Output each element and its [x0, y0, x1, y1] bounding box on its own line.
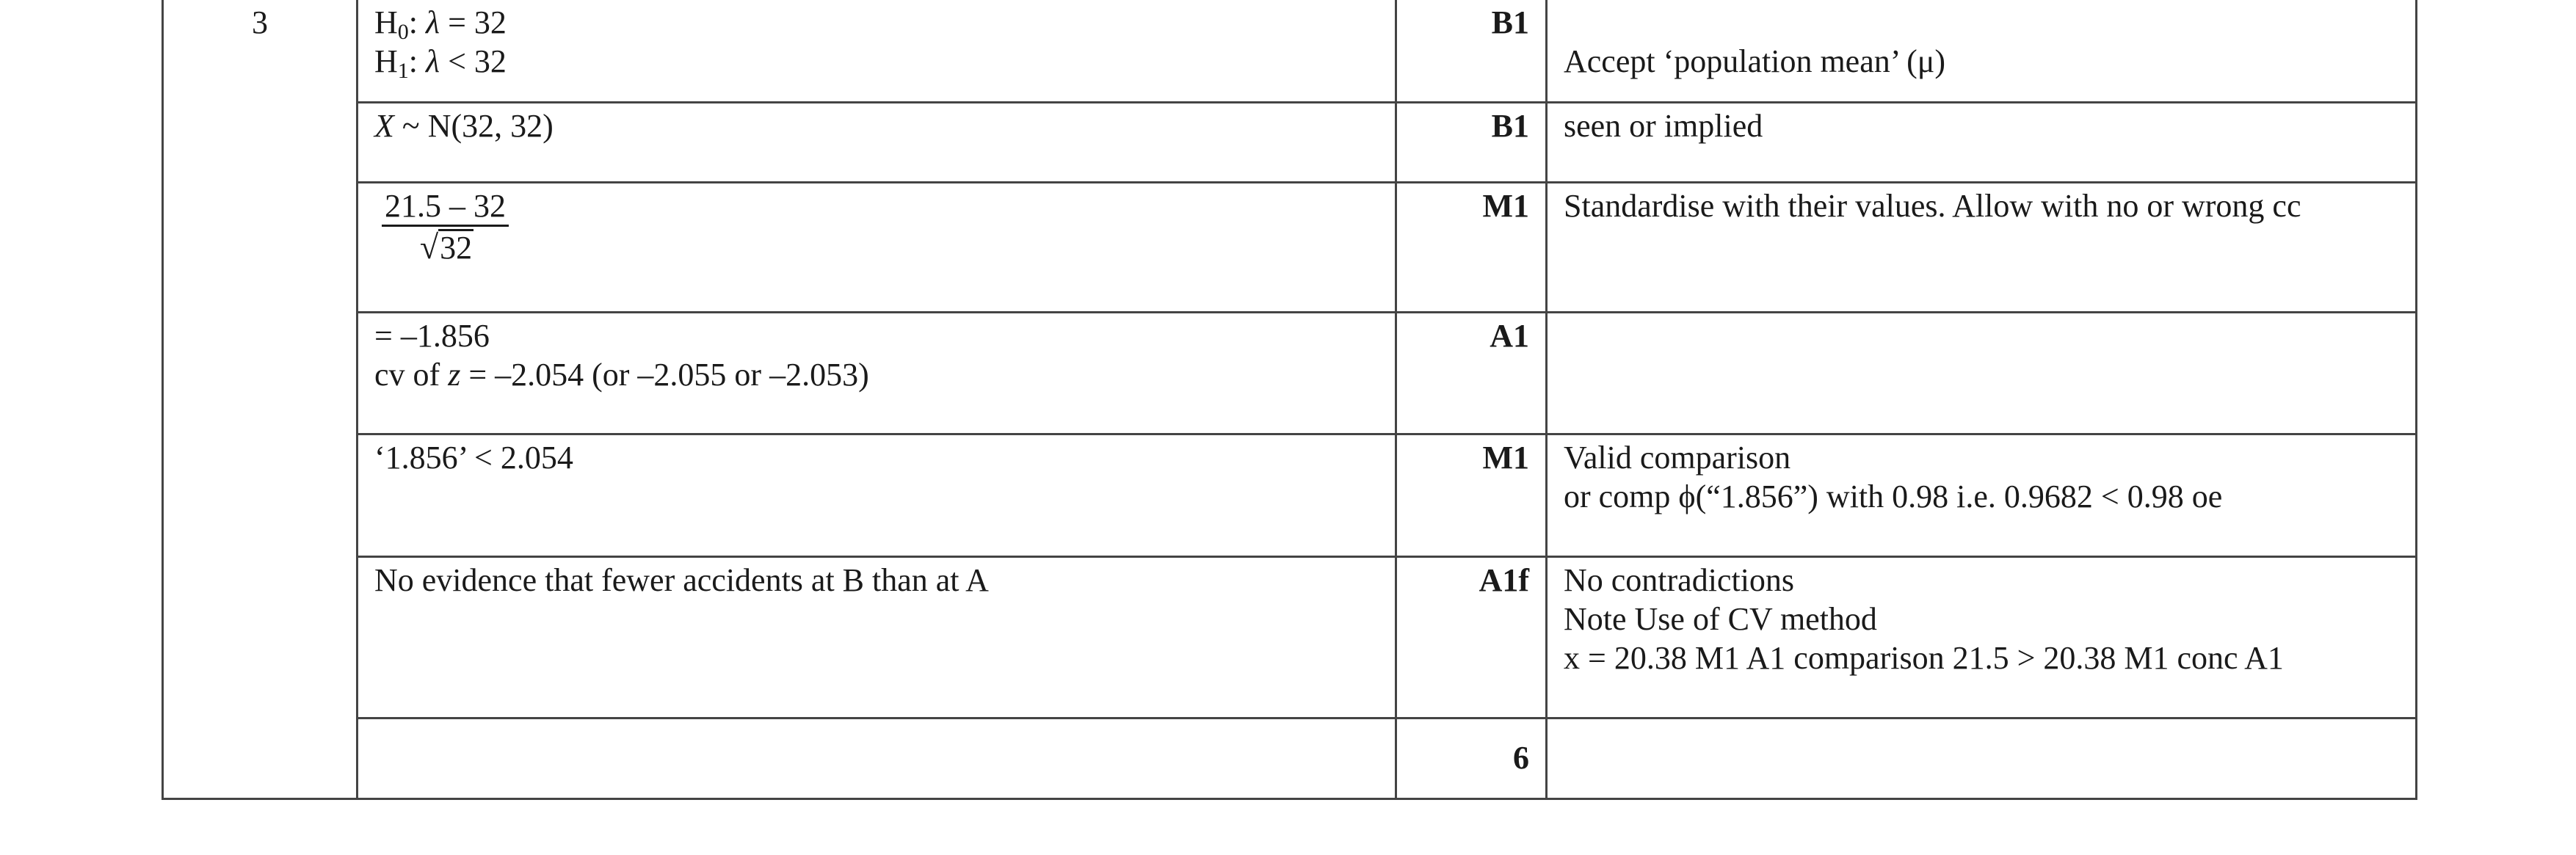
guidance-text: Standardise with their values. Allow with no or wrong cc [1564, 188, 2301, 225]
mark-label: B1 [1491, 107, 1529, 144]
table-row [163, 183, 2417, 313]
standardise-fraction [382, 188, 509, 267]
distribution-statement: X ~ N(32, 32) [374, 107, 554, 144]
z-value: = –1.856 [374, 318, 490, 354]
guidance-cell [1547, 183, 2417, 313]
table-row [163, 434, 2417, 556]
guidance-cell [1547, 102, 2417, 182]
radicand: 32 [440, 230, 473, 266]
question-number-cell [163, 0, 358, 799]
mark-label: A1 [1490, 318, 1529, 354]
guidance-text: No contradictions [1564, 561, 1795, 598]
total-marks: 6 [1513, 739, 1529, 776]
guidance-cell [1547, 313, 2417, 434]
mark-label: M1 [1482, 440, 1529, 476]
mark-label: A1f [1479, 561, 1529, 598]
answer-cell [358, 102, 1396, 182]
total-mark-cell [1396, 718, 1547, 799]
answer-cell [358, 183, 1396, 313]
fraction-numerator: 21.5 – 32 [382, 188, 509, 227]
guidance-text: Accept ‘population mean’ (μ) [1564, 43, 1946, 79]
guidance-cell [1547, 0, 2417, 102]
guidance-text: x = 20.38 M1 A1 comparison 21.5 > 20.38 M1 conc A1 [1564, 639, 2284, 676]
mark-scheme-table [162, 0, 2417, 800]
guidance-cell [1547, 718, 2417, 799]
table-row [163, 718, 2417, 799]
guidance-cell [1547, 434, 2417, 556]
answer-cell [358, 313, 1396, 434]
answer-cell [358, 718, 1396, 799]
guidance-text: or comp ϕ(“1.856”) with 0.98 i.e. 0.9682 < 0.98 oe [1564, 479, 2223, 515]
mark-cell [1396, 183, 1547, 313]
alternative-hypothesis: $H_1$: λ < 32 [374, 43, 507, 83]
null-hypothesis: $H_0$: λ = 32 [374, 4, 507, 44]
mark-label: B1 [1491, 4, 1529, 40]
answer-cell [358, 0, 1396, 102]
guidance-text: Valid comparison [1564, 440, 1791, 476]
answer-cell [358, 556, 1396, 718]
comparison-statement: ‘1.856’ < 2.054 [374, 440, 573, 476]
square-root-sign: √ [419, 228, 439, 266]
mark-cell [1396, 313, 1547, 434]
table-row [163, 556, 2417, 718]
mark-cell [1396, 0, 1547, 102]
guidance-text: seen or implied [1564, 107, 1763, 144]
table-row [163, 0, 2417, 102]
answer-cell [358, 434, 1396, 556]
guidance-text: Note Use of CV method [1564, 600, 1877, 637]
question-number: 3 [252, 4, 268, 40]
table-row [163, 102, 2417, 182]
mark-cell [1396, 556, 1547, 718]
table-row [163, 313, 2417, 434]
mark-label: M1 [1482, 188, 1529, 225]
fraction-denominator [382, 227, 509, 267]
mark-cell [1396, 434, 1547, 556]
critical-value: cv of z = –2.054 (or –2.055 or –2.053) [374, 357, 869, 393]
conclusion-statement: No evidence that fewer accidents at B than at A [374, 561, 989, 598]
mark-cell [1396, 102, 1547, 182]
guidance-cell [1547, 556, 2417, 718]
